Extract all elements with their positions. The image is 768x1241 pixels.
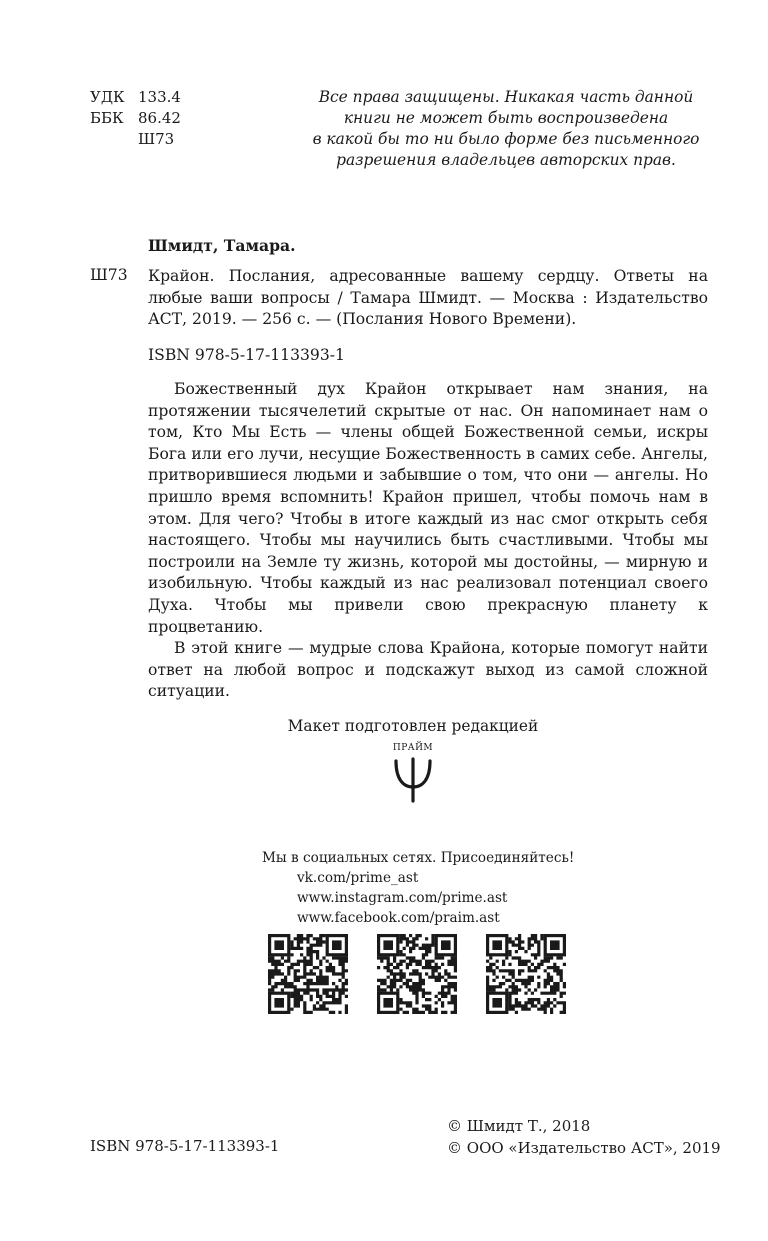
bbk-row: [90, 108, 181, 129]
annotation-paragraph: Божественный дух Крайон открывает нам знания, на протяжении тысячелетий скрытые от нас. Он напоминает нам о том, Кто Мы Есть — члены общей Божественной семьи, искры Бога или его лучи, несущие Божественность в самих себе. Ангелы, притворившиеся людьми и забывшие о том, что они — ангелы. Но пришло время вспомнить! Крайон пришел, чтобы помочь нам в этом. Для чего? Чтобы в итоге каждый из нас смог открыть себя настоящего. Чтобы мы научились быть счастливыми. Чтобы мы построили на Земле ту жизнь, которой мы достойны, — мирную и изобильную. Чтобы каждый из нас реализовал потенциал своего Духа. Чтобы мы привели свою прекрасную планету к процветанию.: [148, 380, 708, 636]
bibliographic-description: Крайон. Послания, адресованные вашему сердцу. Ответы на любые ваши вопросы / Тамара Шмидт. — Москва : Издательство АСТ, 2019. — 256 с. — (Послания Нового Времени).: [148, 267, 708, 329]
annotation: [148, 379, 708, 703]
author-code-row: [90, 129, 181, 150]
rights-line: разрешения владельцев авторских прав.: [336, 151, 676, 169]
author-code-secondary: Ш73: [90, 266, 128, 284]
udk-value: 133.4: [138, 88, 181, 106]
psi-icon: [393, 757, 433, 803]
udk-label: УДК: [90, 88, 125, 106]
publisher-logo-text: ПРАЙМ: [392, 743, 434, 753]
publisher-logo: [385, 743, 441, 805]
classification-block: [90, 87, 181, 150]
rights-line: в какой бы то ни было форме без письменного: [312, 130, 700, 148]
vk-qr-code: [268, 934, 348, 1014]
social-heading: Мы в социальных сетях. Присоединяйтесь!: [262, 850, 575, 866]
copyright-line: © Шмидт Т., 2018: [447, 1117, 591, 1135]
isbn-top: ISBN 978-5-17-113393-1: [148, 346, 345, 364]
author-code: Ш73: [138, 130, 175, 148]
instagram-qr-code: [377, 934, 457, 1014]
copyright-line: © ООО «Издательство АСТ», 2019: [447, 1139, 721, 1157]
vk-link[interactable]: vk.com/prime_ast: [297, 870, 419, 886]
bbk-label: ББК: [90, 109, 124, 127]
author-heading: Шмидт, Тамара.: [148, 236, 296, 255]
copyright-block: [447, 1115, 721, 1159]
udk-row: [90, 87, 181, 108]
facebook-qr-code: [486, 934, 566, 1014]
facebook-link[interactable]: www.facebook.com/praim.ast: [297, 910, 500, 926]
rights-notice: [300, 87, 712, 171]
social-block: [262, 848, 574, 928]
annotation-paragraph: В этой книге — мудрые слова Крайона, которые помогут найти ответ на любой вопрос и подскажут выход из самой сложной ситуации.: [148, 639, 708, 701]
isbn-bottom: ISBN 978-5-17-113393-1: [90, 1137, 280, 1155]
editorial-note: Макет подготовлен редакцией: [287, 717, 539, 735]
instagram-link[interactable]: www.instagram.com/prime.ast: [297, 890, 508, 906]
rights-line: книги не может быть воспроизведена: [343, 109, 669, 127]
bbk-value: 86.42: [138, 109, 181, 127]
rights-line: Все права защищены. Никакая часть данной: [318, 88, 694, 106]
